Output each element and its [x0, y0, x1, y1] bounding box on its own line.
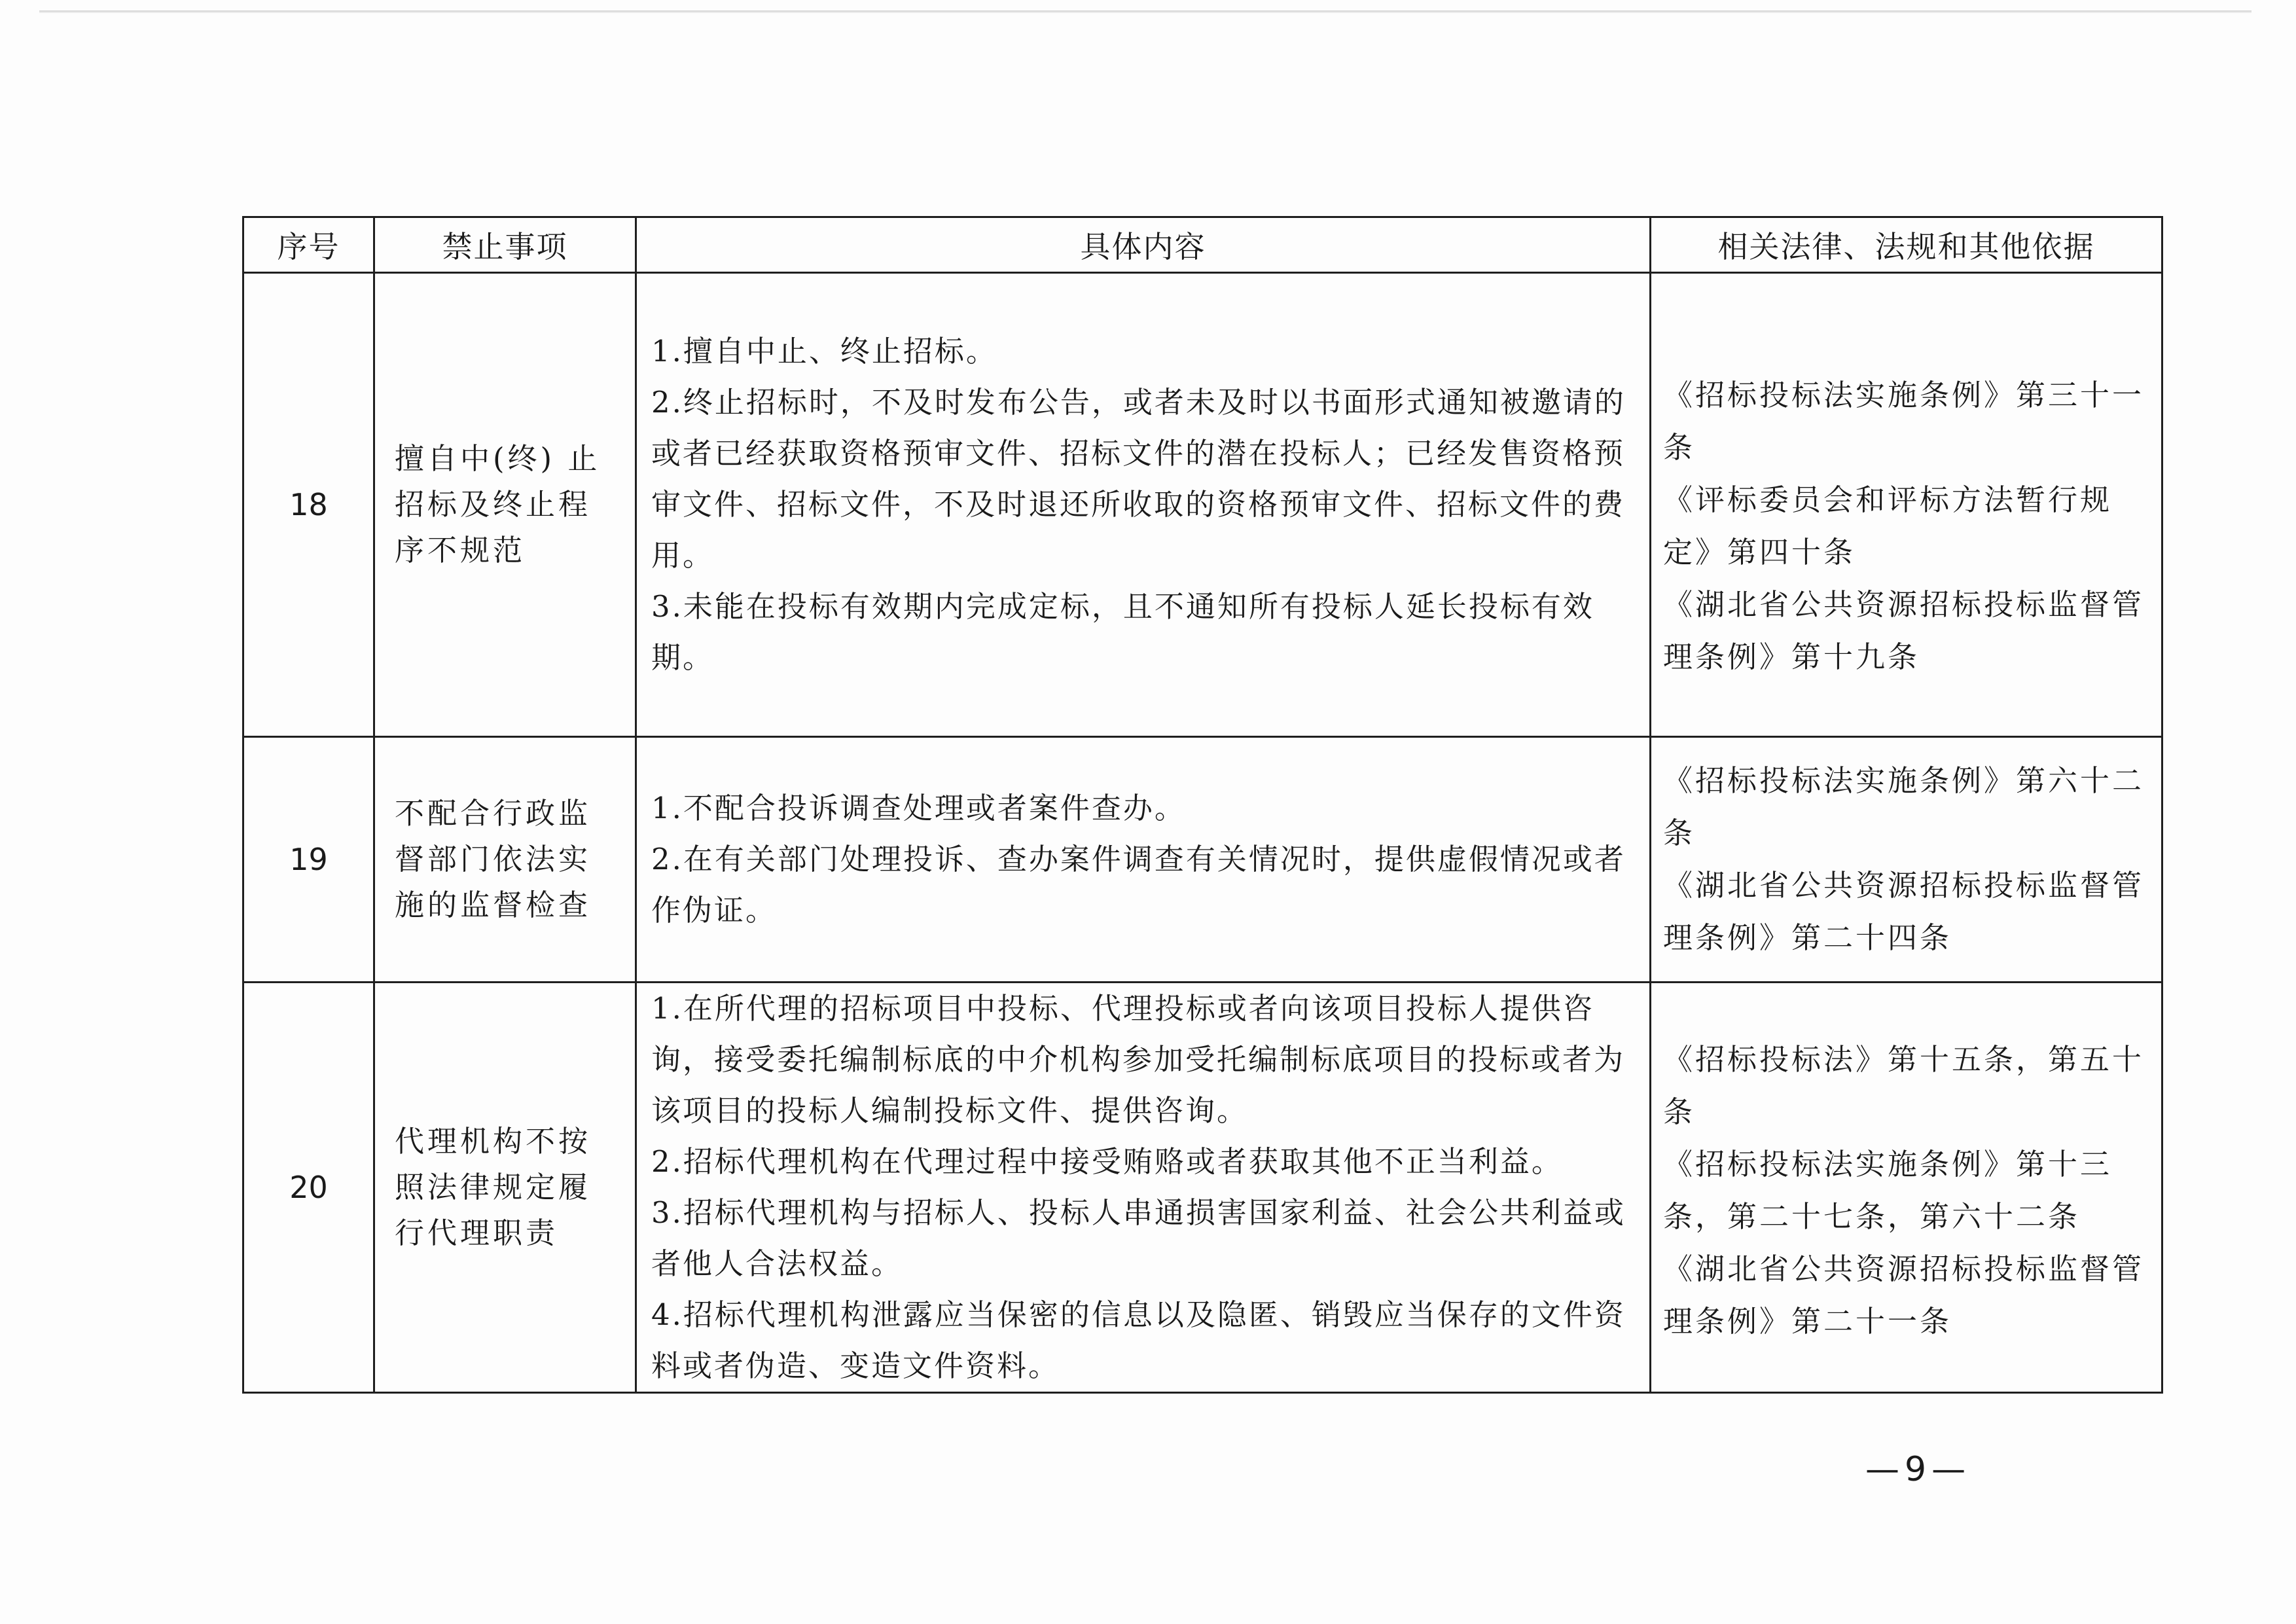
legal-basis [1651, 737, 2162, 983]
basis-line: 《评标委员会和评标方法暂行规定》第四十条 [1663, 482, 2113, 569]
prohibited-items-table [242, 216, 2163, 1394]
header-no: 序号 [243, 217, 374, 273]
page-number: —9— [1865, 1450, 1971, 1489]
legal-basis [1651, 983, 2162, 1393]
table-row [243, 737, 2162, 983]
header-item: 禁止事项 [374, 217, 636, 273]
content-line: 3.招标代理机构与招标人、投标人串通损害国家利益、社会公共利益或者他人合法权益。 [651, 1195, 1626, 1281]
content-line: 1.不配合投诉调查处理或者案件查办。 [651, 791, 1186, 825]
table-row [243, 273, 2162, 737]
row-number: 19 [243, 737, 374, 983]
specific-content [636, 273, 1651, 737]
content-line: 4.招标代理机构泄露应当保密的信息以及隐匿、销毁应当保存的文件资料或者伪造、变造文件资料。 [651, 1297, 1626, 1383]
basis-line: 《湖北省公共资源招标投标监督管理条例》第二十四条 [1663, 868, 2145, 955]
legal-basis [1651, 273, 2162, 737]
content-line: 3.未能在投标有效期内完成定标，且不通知所有投标人延长投标有效期。 [651, 589, 1594, 675]
prohibited-item: 不配合行政监督部门依法实施的监督检查 [374, 737, 636, 983]
page-top-edge [39, 10, 2251, 13]
header-content: 具体内容 [636, 217, 1651, 273]
prohibited-item: 擅自中(终) 止招标及终止程序不规范 [374, 273, 636, 737]
table-header-row [243, 217, 2162, 273]
content-line: 1.擅自中止、终止招标。 [651, 334, 997, 369]
content-line: 2.终止招标时，不及时发布公告，或者未及时以书面形式通知被邀请的或者已经获取资格预审文件、招标文件的潜在投标人；已经发售资格预审文件、招标文件，不及时退还所收取的资格预审文件、招标文件的费用。 [651, 385, 1626, 573]
basis-line: 《招标投标法实施条例》第三十一条 [1663, 378, 2145, 465]
prohibited-item: 代理机构不按照法律规定履行代理职责 [374, 983, 636, 1393]
basis-line: 《招标投标法实施条例》第十三条，第二十七条，第六十二条 [1663, 1147, 2113, 1234]
specific-content [636, 983, 1651, 1393]
basis-line: 《招标投标法》第十五条，第五十条 [1663, 1042, 2145, 1129]
content-line: 2.招标代理机构在代理过程中接受贿赂或者获取其他不正当利益。 [651, 1144, 1563, 1179]
specific-content [636, 737, 1651, 983]
content-line: 2.在有关部门处理投诉、查办案件调查有关情况时，提供虚假情况或者作伪证。 [651, 842, 1626, 928]
basis-line: 《招标投标法实施条例》第六十二条 [1663, 763, 2145, 850]
basis-line: 《湖北省公共资源招标投标监督管理条例》第十九条 [1663, 587, 2145, 674]
row-number: 18 [243, 273, 374, 737]
basis-line: 《湖北省公共资源招标投标监督管理条例》第二十一条 [1663, 1252, 2145, 1339]
content-line: 1.在所代理的招标项目中投标、代理投标或者向该项目投标人提供咨询，接受委托编制标底的中介机构参加受托编制标底项目的投标或者为该项目的投标人编制投标文件、提供咨询。 [651, 991, 1626, 1128]
table-row [243, 983, 2162, 1393]
header-basis: 相关法律、法规和其他依据 [1651, 217, 2162, 273]
row-number: 20 [243, 983, 374, 1393]
